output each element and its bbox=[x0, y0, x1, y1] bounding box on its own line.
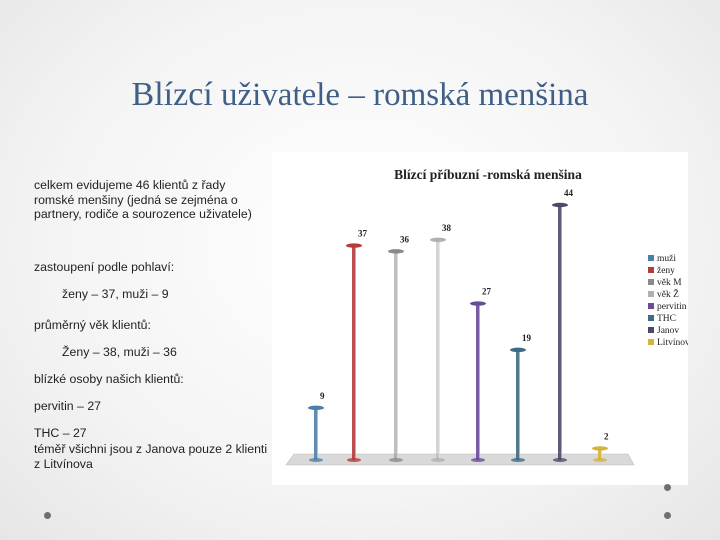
legend-label-2: ženy bbox=[657, 266, 675, 276]
legend-label-3: věk M bbox=[657, 278, 682, 288]
chart-title: Blízcí příbuzní -romská menšina bbox=[394, 167, 582, 182]
bar-1 bbox=[308, 406, 324, 462]
bullet-location bbox=[34, 430, 269, 484]
legend-label-7: Janov bbox=[657, 326, 680, 336]
bar-5 bbox=[470, 301, 486, 462]
bar-cap-2 bbox=[346, 243, 362, 247]
bar-6 bbox=[510, 348, 526, 462]
legend-item-7 bbox=[648, 326, 679, 336]
bar-7 bbox=[552, 203, 568, 462]
legend-swatch-2 bbox=[648, 267, 654, 273]
bullet-age-head: průměrný věk klientů: bbox=[34, 318, 151, 333]
data-label-2: 37 bbox=[358, 228, 367, 239]
chart-data-labels bbox=[320, 188, 609, 441]
bar-cap-1 bbox=[308, 406, 324, 410]
nav-dot-right-bottom bbox=[664, 512, 671, 519]
data-label-4: 38 bbox=[442, 222, 451, 233]
legend-swatch-6 bbox=[648, 315, 654, 321]
bar-cap-4 bbox=[430, 238, 446, 242]
bar-foot-8 bbox=[593, 458, 607, 462]
bar-cap-7 bbox=[552, 203, 568, 207]
bar-foot-7 bbox=[553, 458, 567, 462]
legend-label-1: muži bbox=[657, 254, 676, 264]
bar-cap-6 bbox=[510, 348, 526, 352]
bar-foot-3 bbox=[389, 458, 403, 462]
legend-label-6: THC bbox=[657, 314, 676, 324]
data-label-5: 27 bbox=[482, 286, 491, 297]
legend-item-5 bbox=[648, 302, 687, 312]
slide-title-part1: Blízcí bbox=[131, 76, 213, 113]
bullet-total bbox=[34, 166, 269, 234]
bar-cap-5 bbox=[470, 301, 486, 305]
legend-label-5: pervitin bbox=[657, 302, 687, 312]
data-label-1: 9 bbox=[320, 390, 325, 401]
nav-dot-left bbox=[44, 512, 51, 519]
data-label-8: 2 bbox=[604, 431, 609, 442]
bullet-drugs-head: blízké osoby našich klientů: bbox=[34, 372, 184, 387]
legend-label-4: věk Ž bbox=[657, 290, 679, 300]
bar-foot-6 bbox=[511, 458, 525, 462]
bar-4 bbox=[430, 238, 446, 462]
legend-item-1 bbox=[648, 254, 676, 264]
bar-cap-3 bbox=[388, 249, 404, 253]
bar-2 bbox=[346, 243, 362, 462]
bar-foot-5 bbox=[471, 458, 485, 462]
legend-swatch-3 bbox=[648, 279, 654, 285]
chart-floor-plane bbox=[286, 454, 634, 465]
legend-item-6 bbox=[648, 314, 676, 324]
data-label-7: 44 bbox=[564, 188, 573, 198]
bullet-drugs-thc: THC – 27 bbox=[34, 425, 87, 440]
bullet-gender-sub: ženy – 37, muži – 9 bbox=[62, 287, 169, 302]
bar-3 bbox=[388, 249, 404, 462]
legend-swatch-4 bbox=[648, 291, 654, 297]
legend-label-8: Litvínov bbox=[657, 338, 688, 348]
chart-legend bbox=[648, 254, 688, 348]
bullet-total-text: celkem evidujeme 46 klientů z řady romské menšiny (jedná se zejména o partnery, rodiče a sourozence uživatele) bbox=[34, 178, 252, 222]
bullet-drugs-pervitin: pervitin – 27 bbox=[34, 399, 101, 414]
legend-item-3 bbox=[648, 278, 682, 288]
slide-title-part2: uživatele – romská menšina bbox=[212, 77, 589, 113]
legend-swatch-8 bbox=[648, 339, 654, 345]
slide-title bbox=[0, 76, 720, 114]
bullet-age-sub: Ženy – 38, muži – 36 bbox=[62, 345, 177, 360]
legend-swatch-7 bbox=[648, 327, 654, 333]
bar-foot-2 bbox=[347, 458, 361, 462]
legend-swatch-1 bbox=[648, 255, 654, 261]
bullet-location-text: téměř všichni jsou z Janova pouze 2 klienti z Litvínova bbox=[34, 442, 268, 471]
data-label-3: 36 bbox=[400, 234, 409, 245]
chart-bars bbox=[308, 203, 608, 462]
chart-floor bbox=[286, 454, 634, 465]
bar-foot-1 bbox=[309, 458, 323, 462]
legend-swatch-5 bbox=[648, 303, 654, 309]
bullet-gender-head: zastoupení podle pohlaví: bbox=[34, 260, 175, 275]
bar-foot-4 bbox=[431, 458, 445, 462]
legend-item-8 bbox=[648, 338, 688, 348]
nav-dot-right-top bbox=[664, 484, 671, 491]
legend-item-4 bbox=[648, 288, 679, 300]
bar-chart bbox=[272, 152, 688, 485]
bullet-gender bbox=[34, 248, 269, 314]
chart-container bbox=[272, 152, 688, 485]
legend-item-2 bbox=[648, 266, 675, 276]
bar-cap-8 bbox=[592, 446, 608, 450]
data-label-6: 19 bbox=[522, 332, 531, 343]
